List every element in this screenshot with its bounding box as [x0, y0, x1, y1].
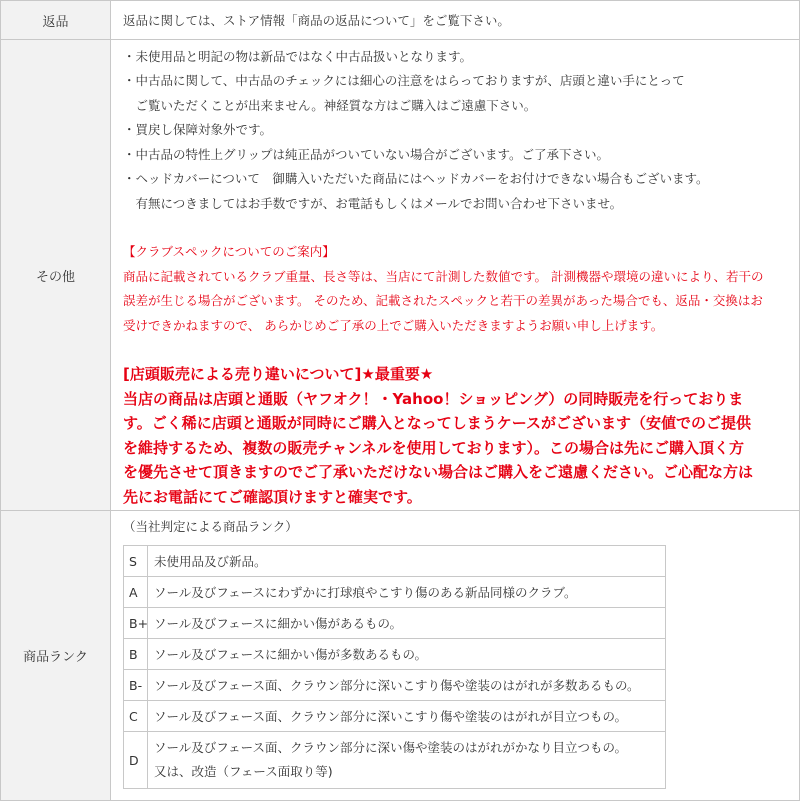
note-line: ・ヘッドカバーについて 御購入いただいた商品にはヘッドカバーをお付けできない場合もございます。: [123, 171, 709, 187]
rank-heading: 商品ランク: [1, 511, 111, 801]
rank-code: S: [124, 546, 148, 577]
returns-row: [1, 1, 800, 40]
rank-table-row: [124, 639, 666, 670]
warning-block: [123, 362, 799, 509]
spec-notice-line: 商品に記載されているクラブ重量、長さ等は、当店にて計測した数値です。 計測機器や環境の違いにより、若干の: [123, 268, 764, 284]
spec-notice-line: 誤差が生じる場合がございます。 そのため、記載されたスペックと若干の差異があった場合でも、返品・交換はお: [123, 293, 763, 309]
warning-line: を優先させて頂きますのでご了承いただけない場合はご購入をご遠慮ください。ご心配な方は: [123, 463, 754, 482]
rank-table: [123, 545, 666, 789]
warning-title: [店頭販売による売り違いについて]★最重要★: [123, 365, 434, 384]
note-line: ・中古品の特性上グリップは純正品がついていない場合がございます。ご了承下さい。: [123, 146, 610, 162]
rank-code: B+: [124, 608, 148, 639]
note-line: ・未使用品と明記の物は新品ではなく中古品扱いとなります。: [123, 48, 473, 64]
rank-table-row: [124, 732, 666, 789]
rank-content: [111, 511, 800, 801]
rank-table-row: [124, 577, 666, 608]
other-content: [111, 40, 800, 511]
rank-caption: （当社判定による商品ランク）: [123, 519, 298, 534]
rank-code: B-: [124, 670, 148, 701]
warning-line: を維持するため、複数の販売チャンネルを使用しております）。この場合は先にご購入頂く方: [123, 438, 745, 457]
warning-line: 先にお電話にてご確認頂けますと確実です。: [123, 487, 422, 506]
rank-description: 未使用品及び新品。: [148, 546, 666, 577]
rank-description: ソール及びフェース面、クラウン部分に深い傷や塗装のはがれがかなり目立つもの。: [154, 740, 628, 755]
returns-heading: 返品: [1, 1, 111, 40]
warning-line: 当店の商品は店頭と通販（ヤフオク！・Yahoo！ショッピング）の同時販売を行っておりま: [123, 389, 744, 408]
spec-notice: [123, 240, 799, 338]
rank-table-row: [124, 608, 666, 639]
rank-description: ソール及びフェースに細かい傷が多数あるもの。: [148, 639, 666, 670]
rank-table-row: [124, 546, 666, 577]
note-line: ご覧いただくことが出来ません。神経質な方はご購入はご遠慮下さい。: [123, 97, 537, 113]
note-line: ・買戻し保障対象外です。: [123, 122, 273, 138]
other-heading: その他: [1, 40, 111, 511]
spec-notice-title: 【クラブスペックについてのご案内】: [123, 244, 335, 260]
rank-description-extra: 又は、改造（フェース面取り等): [154, 764, 333, 779]
rank-table-row: [124, 701, 666, 732]
note-line: 有無につきましてはお手数ですが、お電話もしくはメールでお問い合わせ下さいませ。: [123, 195, 623, 211]
other-row: [1, 40, 800, 511]
returns-text: 返品に関しては、ストア情報「商品の返品について」をご覧下さい。: [111, 1, 800, 40]
spec-notice-line: 受けできかねますので、 あらかじめご了承の上でご購入いただきますようお願い申し上げます。: [123, 317, 664, 333]
rank-description: ソール及びフェースに細かい傷があるもの。: [148, 608, 666, 639]
note-line: ・中古品に関して、中古品のチェックには細心の注意をはらっておりますが、店頭と違い手にとって: [123, 73, 685, 89]
warning-line: す。ごく稀に店頭と通販が同時にご購入となってしまうケースがございます（安値でのご提供: [123, 414, 752, 433]
rank-description: ソール及びフェースにわずかに打球痕やこすり傷のある新品同様のクラブ。: [148, 577, 666, 608]
rank-description-multiline: [148, 732, 666, 789]
rank-code: C: [124, 701, 148, 732]
rank-row: [1, 511, 800, 801]
rank-code: D: [124, 732, 148, 789]
rank-code: A: [124, 577, 148, 608]
rank-code: B: [124, 639, 148, 670]
rank-table-row: [124, 670, 666, 701]
notes-list: [123, 41, 799, 217]
rank-description: ソール及びフェース面、クラウン部分に深いこすり傷や塗装のはがれが目立つもの。: [148, 701, 666, 732]
rank-description: ソール及びフェース面、クラウン部分に深いこすり傷や塗装のはがれが多数あるもの。: [148, 670, 666, 701]
